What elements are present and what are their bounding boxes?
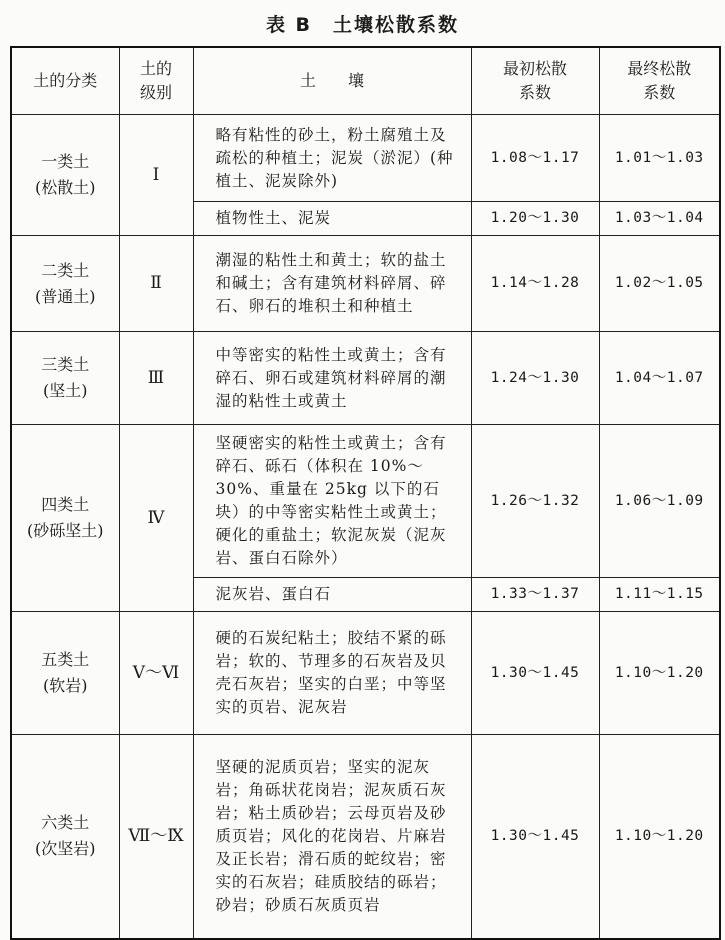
- final-coefficient: 1.02～1.05: [599, 236, 720, 332]
- final-coefficient: 1.06～1.09: [599, 425, 720, 578]
- header-grade: 土的 级别: [119, 47, 193, 115]
- soil-description: 潮湿的粘性土和黄土；软的盐土和碱土；含有建筑材料碎屑、碎石、卵石的堆积土和种植土: [193, 236, 471, 332]
- initial-coefficient: 1.24～1.30: [471, 332, 599, 425]
- initial-coefficient: 1.33～1.37: [471, 578, 599, 612]
- initial-coefficient: 1.08～1.17: [471, 115, 599, 202]
- header-final-coef: 最终松散 系数: [599, 47, 720, 115]
- final-coefficient: 1.04～1.07: [599, 332, 720, 425]
- initial-coefficient: 1.30～1.45: [471, 735, 599, 939]
- final-coefficient: 1.03～1.04: [599, 202, 720, 236]
- header-initial-coef: 最初松散 系数: [471, 47, 599, 115]
- soil-grade: Ⅱ: [119, 236, 193, 332]
- soil-category: 一类土 (松散土): [11, 115, 119, 236]
- soil-grade: Ⅰ: [119, 115, 193, 236]
- table-title: 表 B 土壤松散系数: [265, 14, 460, 36]
- soil-description: 硬的石炭纪粘土；胶结不紧的砾岩；软的、节理多的石灰岩及贝壳石灰岩；坚实的白垩；中等坚实的页岩、泥灰岩: [193, 612, 471, 735]
- table-row: [11, 735, 720, 939]
- soil-grade: Ⅳ: [119, 425, 193, 612]
- soil-description: 坚硬密实的粘性土或黄土；含有碎石、砾石（体积在 10%～30%、重量在 25kg 以下的石块）的中等密实粘性土或黄土；硬化的重盐土；软泥灰炭（泥灰岩、蛋白石除外）: [193, 425, 471, 578]
- final-coefficient: 1.10～1.20: [599, 612, 720, 735]
- soil-description: 坚硬的泥质页岩；坚实的泥灰岩；角砾状花岗岩；泥灰质石灰岩；粘土质砂岩；云母页岩及砂质页岩；风化的花岗岩、片麻岩及正长岩；滑石质的蛇纹岩；密实的石灰岩；硅质胶结的砾岩；砂岩；砂质石灰质页岩: [193, 735, 471, 939]
- soil-description: 泥灰岩、蛋白石: [193, 578, 471, 612]
- initial-coefficient: 1.20～1.30: [471, 202, 599, 236]
- table-row: [11, 236, 720, 332]
- soil-grade: Ⅴ～Ⅵ: [119, 612, 193, 735]
- initial-coefficient: 1.30～1.45: [471, 612, 599, 735]
- table-row: [11, 612, 720, 735]
- soil-description: 植物性土、泥炭: [193, 202, 471, 236]
- soil-category: 四类土 (砂砾坚土): [11, 425, 119, 612]
- table-row: [11, 332, 720, 425]
- soil-grade: Ⅶ～Ⅸ: [119, 735, 193, 939]
- initial-coefficient: 1.14～1.28: [471, 236, 599, 332]
- final-coefficient: 1.01～1.03: [599, 115, 720, 202]
- soil-description: 中等密实的粘性土或黄土；含有碎石、卵石或建筑材料碎屑的潮湿的粘性土或黄土: [193, 332, 471, 425]
- soil-category: 三类土 (坚土): [11, 332, 119, 425]
- final-coefficient: 1.10～1.20: [599, 735, 720, 939]
- initial-coefficient: 1.26～1.32: [471, 425, 599, 578]
- soil-category: 五类土 (软岩): [11, 612, 119, 735]
- soil-grade: Ⅲ: [119, 332, 193, 425]
- header-soil: 土 壤: [193, 47, 471, 115]
- header-category: 土的分类: [11, 47, 119, 115]
- table-row: [11, 115, 720, 202]
- header-row: [11, 47, 720, 115]
- soil-description: 略有粘性的砂土，粉土腐殖土及疏松的种植土；泥炭（淤泥）(种植土、泥炭除外): [193, 115, 471, 202]
- table-row: [11, 425, 720, 578]
- soil-category: 六类土 (次坚岩): [11, 735, 119, 939]
- soil-category: 二类土 (普通土): [11, 236, 119, 332]
- soil-loosening-table: [10, 46, 721, 940]
- final-coefficient: 1.11～1.15: [599, 578, 720, 612]
